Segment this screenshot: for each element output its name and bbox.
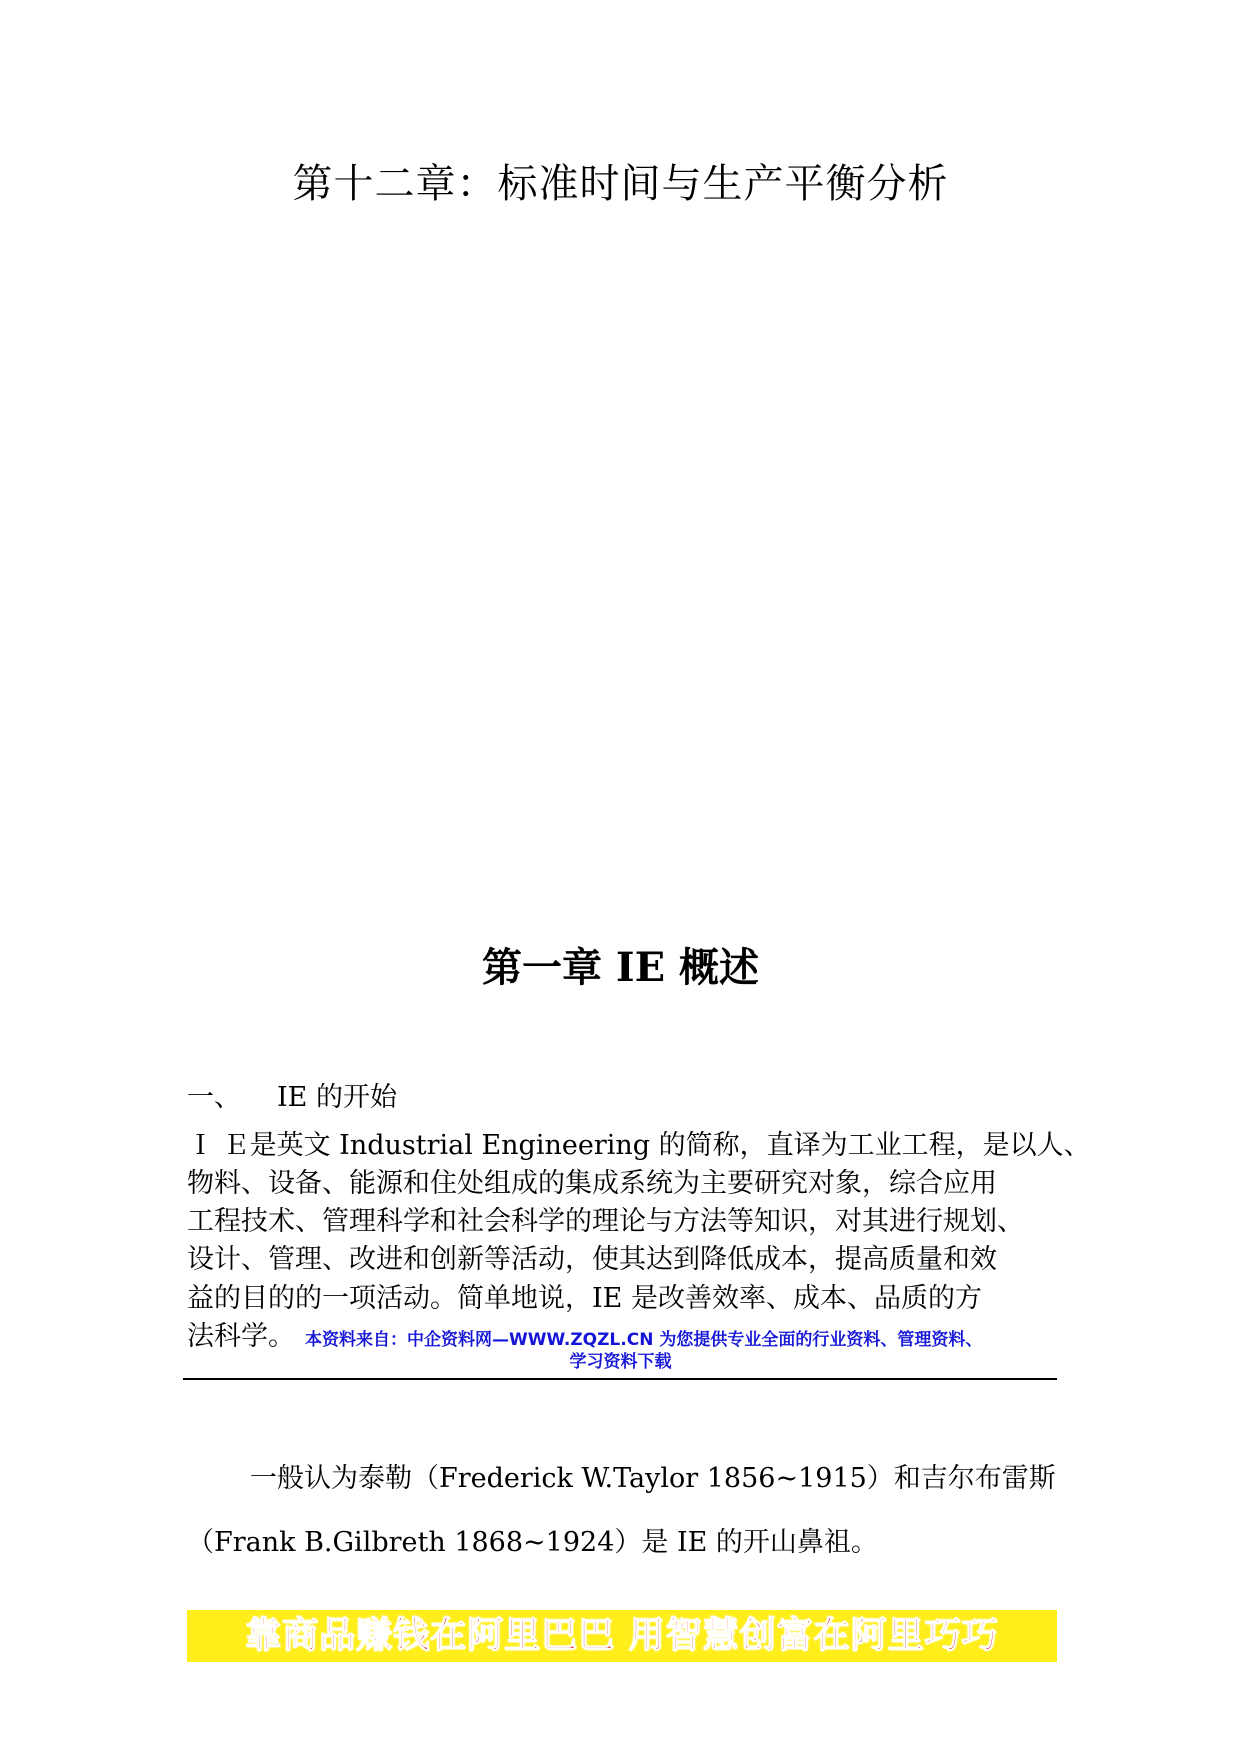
chapter-title: 第一章 IE 概述 (481, 944, 760, 991)
section-number: 一、 (187, 1082, 241, 1113)
paragraph-line: 物料、设备、能源和住处组成的集成系统为主要研究对象，综合应用 (187, 1168, 997, 1199)
advertisement-banner[interactable]: 靠商品赚钱在阿里巴巴 用智慧创富在阿里巧巧 (187, 1610, 1057, 1662)
founders-line: （Frank B.Gilbreth 1868~1924）是 IE 的开山鼻祖。 (187, 1527, 878, 1558)
founders-line: 一般认为泰勒（Frederick W.Taylor 1856~1915）和吉尔布雷斯 (250, 1463, 1056, 1494)
paragraph-line: 益的目的的一项活动。简单地说，IE 是改善效率、成本、品质的方 (187, 1283, 982, 1314)
paragraph-line: Ｉ Ｅ是英文 Industrial Engineering 的简称，直译为工业工程，是以人、 (187, 1130, 1091, 1161)
source-note-continuation[interactable]: 学习资料下载 (569, 1352, 672, 1372)
paragraph-line: 法科学。 (187, 1321, 295, 1352)
paragraph-line: 设计、管理、改进和创新等活动，使其达到降低成本，提高质量和效 (187, 1244, 997, 1275)
main-title: 第十二章：标准时间与生产平衡分析 (292, 161, 949, 207)
section-title: IE 的开始 (277, 1082, 397, 1113)
section-heading (187, 1080, 397, 1116)
paragraph-line: 工程技术、管理科学和社会科学的理论与方法等知识，对其进行规划、 (187, 1206, 1024, 1237)
source-note-link[interactable]: 本资料来自：中企资料网—WWW.ZQZL.CN 为您提供专业全面的行业资料、管理资料、 (305, 1330, 983, 1350)
horizontal-divider (183, 1378, 1057, 1380)
